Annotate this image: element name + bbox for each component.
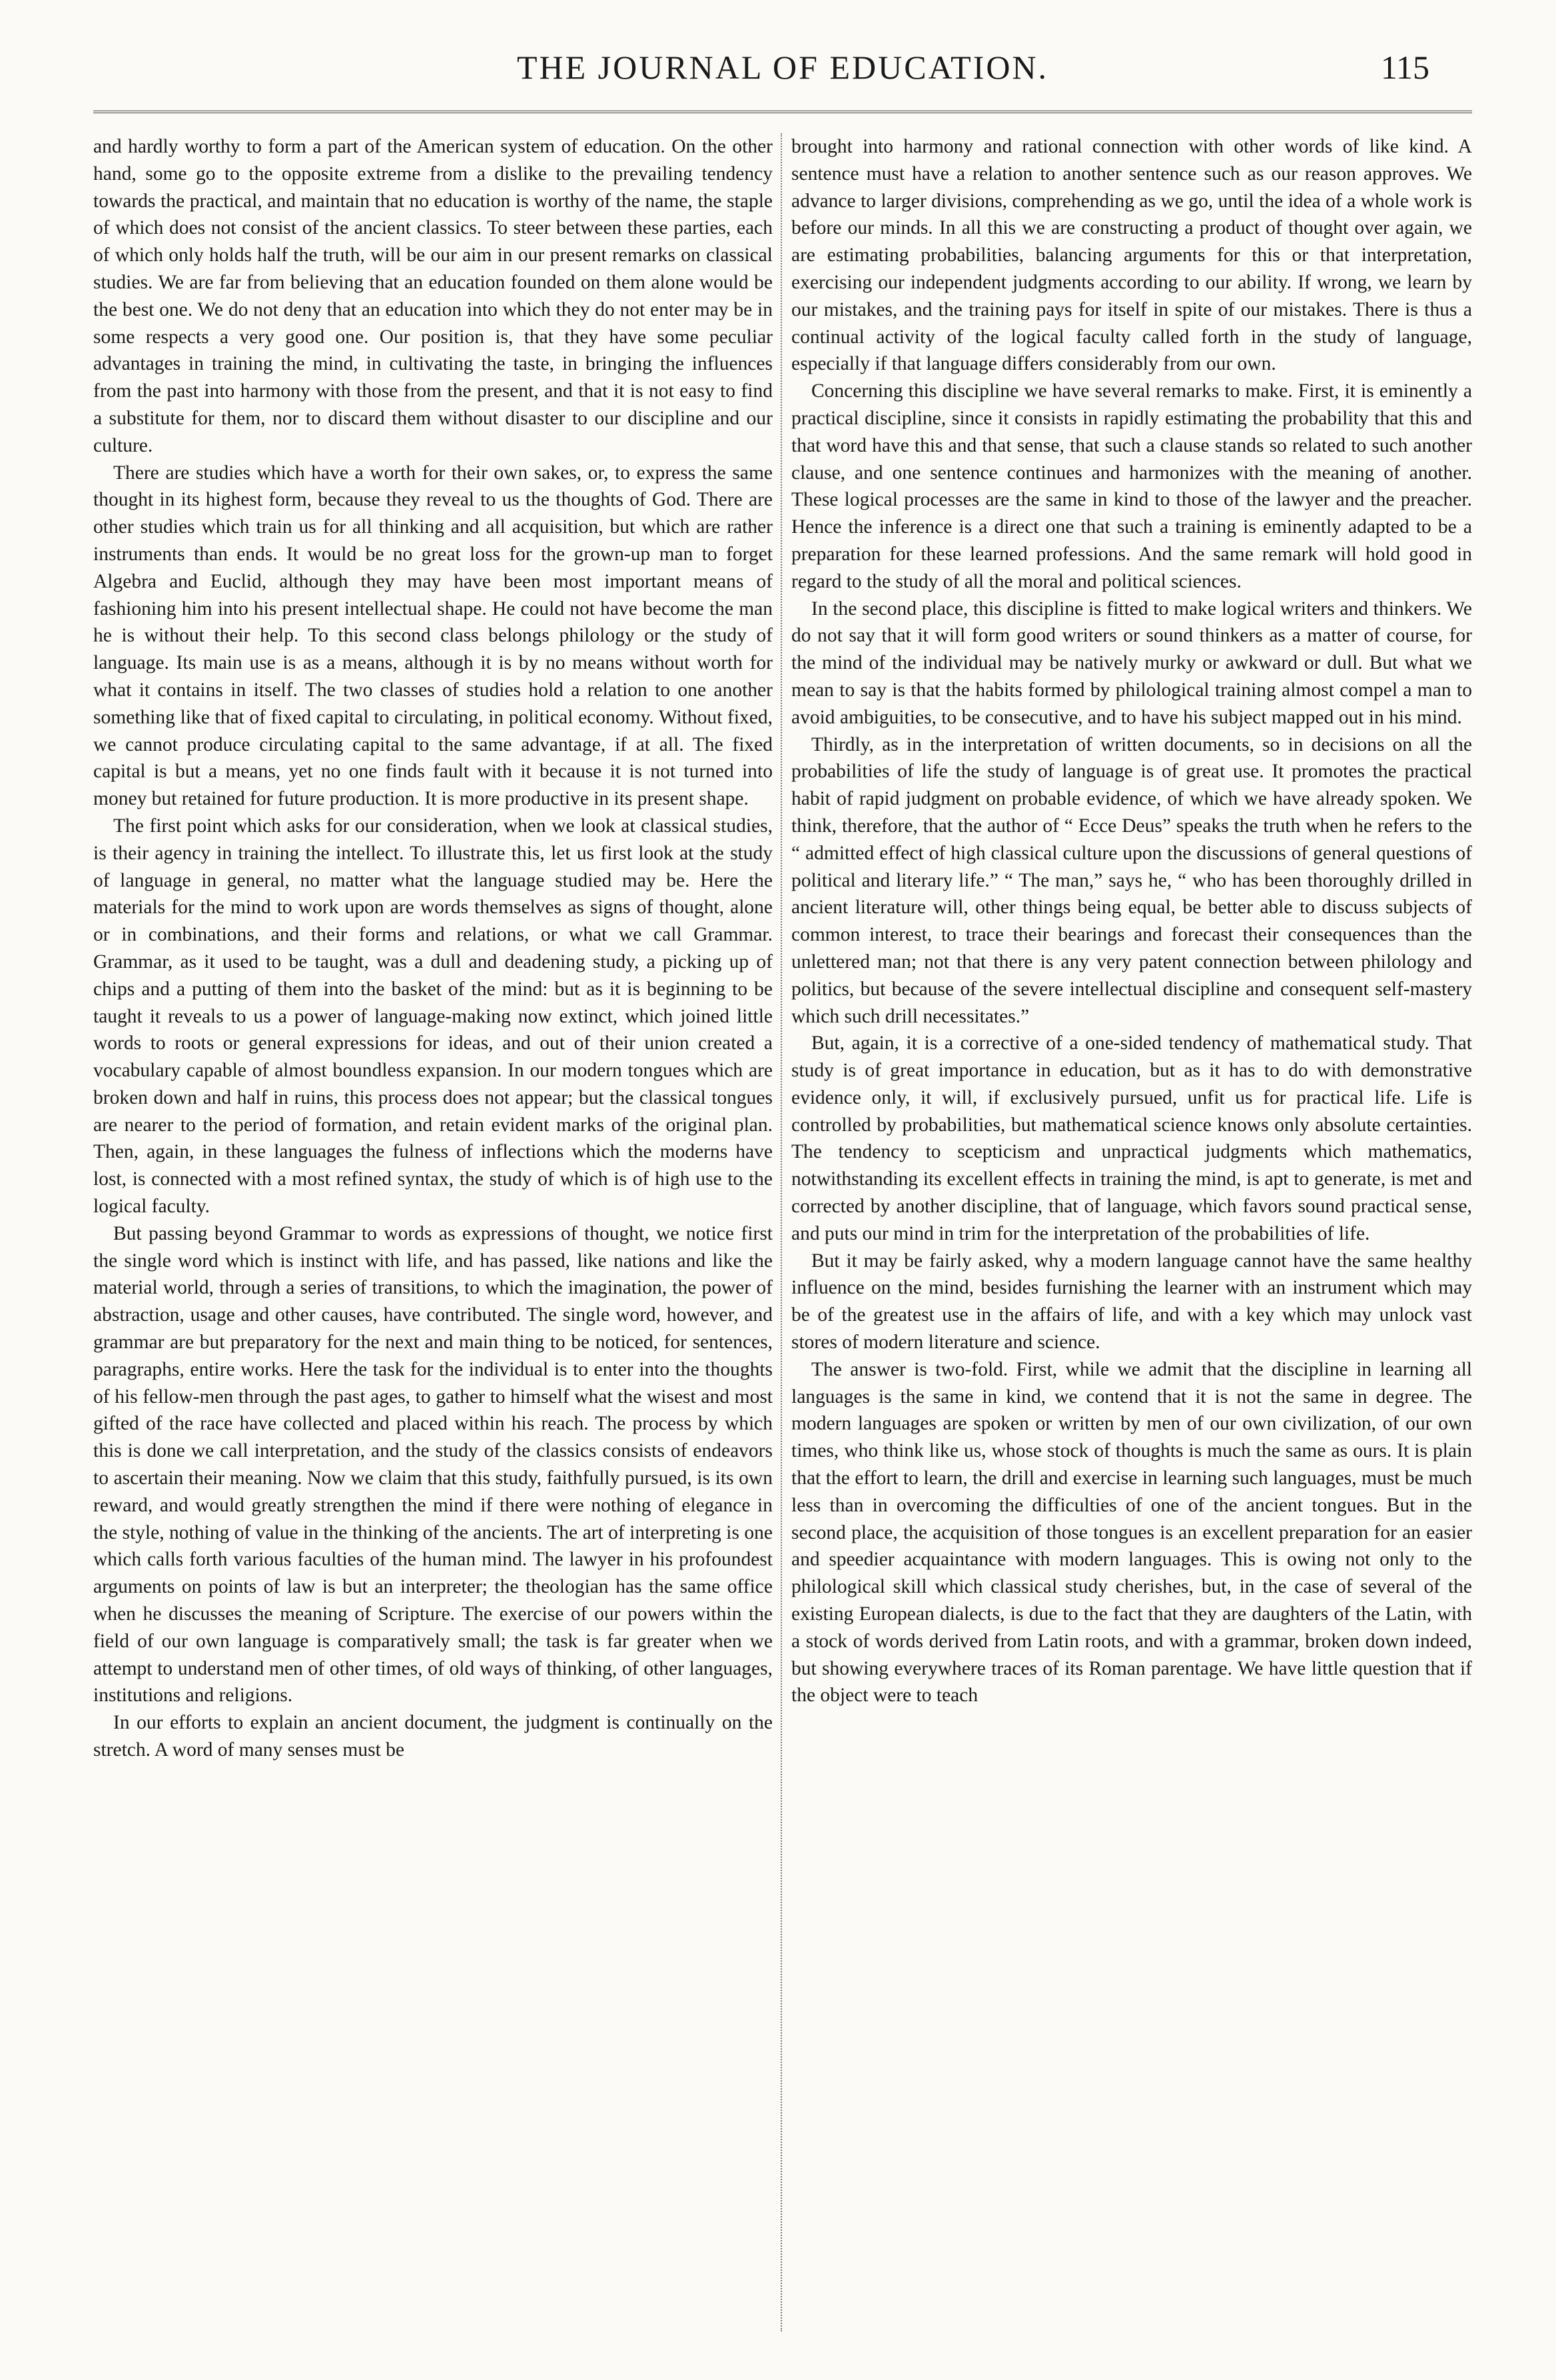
paragraph: and hardly worthy to form a part of the American system of education. On the other hand, some go to the opposite extreme from a dislike to the prevailing tendency towards the practical, and maintain that no education is worthy of the name, the staple of which does not consist of the ancient classics. To steer between these parties, each of which only holds half the truth, will be our aim in our present remarks on classical studies. We are far from believing that an education founded on them alone would be the best one. We do not deny that an education into which they do not enter may be in some respects a very good one. Our position is, that they have some peculiar advantages in training the mind, in cultivating the taste, in bringing the influences from the past into harmony with those from the present, and that it is not easy to find a substitute for them, nor to discard them without disaster to our discipline and our culture. (93, 136, 773, 456)
column-divider (781, 133, 782, 2331)
paragraph: But, again, it is a corrective of a one-sided tendency of mathematical study. That study is of great importance in education, but as it has to do with demonstrative evidence only, it will, if exclusively pursued, unfit us for practical life. Life is controlled by probabilities, but mathematical science knows only absolute certainties. The tendency to scepticism and unpractical judgments which mathematics, notwithstanding its excellent effects in training the mind, is apt to generate, is met and corrected by another discipline, that of language, which favors sound practical sense, and puts our mind in trim for the interpretation of the probabilities of life. (791, 1032, 1472, 1244)
paragraph: In the second place, this discipline is fitted to make logical writers and thinkers. We do not say that it will form good writers or sound thinkers as a matter of course, for the mind of the individual may be natively murky or awkward or dull. But what we mean to say is that the habits formed by philological training almost compel a man to avoid ambiguities, to be consecutive, and to have his subject mapped out in his mind. (791, 597, 1472, 728)
paragraph: In our efforts to explain an ancient document, the judgment is continually on the stretch. A word of many senses must be (93, 1712, 773, 1761)
page-number: 115 (1380, 49, 1429, 86)
right-column (791, 133, 1472, 2351)
paragraph: brought into harmony and rational connection with other words of like kind. A sentence must have a relation to another sentence such as our reason approves. We advance to larger divisions, comprehending as we go, until the idea of a whole work is before our minds. In all this we are constructing a product of thought over again, we are estimating probabilities, balancing arguments for this or that interpretation, exercising our independent judgments according to our ability. If wrong, we learn by our mistakes, and the training pays for itself in spite of our mistakes. There is thus a continual activity of the logical faculty called forth in the study of language, especially if that language differs considerably from our own. (791, 136, 1472, 375)
paragraph: But it may be fairly asked, why a modern language cannot have the same healthy influence on the mind, besides furnishing the learner with an instrument which may be of the greatest use in the affairs of life, and with a key which may unlock vast stores of modern literature and science. (791, 1250, 1472, 1354)
header-rule (93, 111, 1472, 113)
paragraph: Thirdly, as in the interpretation of written documents, so in decisions on all the probabilities of life the study of language is of great use. It promotes the practical habit of rapid judgment on probable evidence, of which we have already spoken. We think, therefore, that the author of “ Ecce Deus” speaks the truth when he refers to the “ admitted effect of high classical culture upon the discussions of general questions of political and literary life.” “ The man,” says he, “ who has been thoroughly drilled in ancient literature will, other things being equal, be better able to discuss subjects of common interest, to trace their bearings and forecast their consequences than the unlettered man; not that there is any very patent connection between philology and politics, but because of the severe intellectual discipline and consequent self-mastery which such drill necessitates.” (791, 733, 1472, 1027)
page-header (0, 48, 1556, 95)
paragraph: But passing beyond Grammar to words as expressions of thought, we notice first the single word which is instinct with life, and has passed, like nations and like the material world, through a series of transitions, to which the imagination, the power of abstraction, usage and other causes, have contributed. The single word, however, and grammar are but preparatory for the next and main thing to be noticed, for sentences, paragraphs, entire works. Here the task for the individual is to enter into the thoughts of his fellow-men through the past ages, to gather to himself what the wisest and most gifted of the race have collected and placed within his reach. The process by which this is done we call interpretation, and the study of the classics consists of endeavors to ascertain their meaning. Now we claim that this study, faithfully pursued, is its own reward, and would greatly strengthen the mind if there were nothing of elegance in the style, nothing of value in the thinking of the ancients. The art of interpreting is one which calls forth various faculties of the human mind. The lawyer in his profoundest arguments on points of law is but an interpreter; the theologian has the same office when he discusses the meaning of Scripture. The exercise of our powers within the field of our own language is comparatively small; the task is far greater when we attempt to understand men of other times, of old ways of thinking, of other languages, institutions and religions. (93, 1222, 773, 1707)
left-column (93, 133, 773, 2351)
paragraph: Concerning this discipline we have several remarks to make. First, it is eminently a practical discipline, since it consists in rapidly estimating the probability that this and that word have this and that sense, that such a clause stands so related to such another clause, and one sentence continues and harmonizes with the meaning of another. These logical processes are the same in kind to those of the lawyer and the preacher. Hence the inference is a direct one that such a training is eminently adapted to be a preparation for these learned professions. And the same remark will hold good in regard to the study of all the moral and political sciences. (791, 380, 1472, 592)
running-title: THE JOURNAL OF EDUCATION. (516, 49, 1049, 86)
paragraph: The answer is two-fold. First, while we admit that the discipline in learning all languages is the same in kind, we contend that it is not the same in degree. The modern languages are spoken or written by men of our own civilization, of our own times, who think like us, whose stock of thoughts is much the same as ours. It is plain that the effort to learn, the drill and exercise in learning such languages, must be much less than in overcoming the difficulties of one of the ancient tongues. But in the second place, the acquisition of those tongues is an excellent preparation for an easier and speedier acquaintance with modern languages. This is owing not only to the philological skill which classical study cherishes, but, in the case of several of the existing European dialects, is due to the fact that they are daughters of the Latin, with a stock of words derived from Latin roots, and with a grammar, broken down indeed, but showing everywhere traces of its Roman parentage. We have little question that if the object were to teach (791, 1358, 1472, 1707)
paragraph: There are studies which have a worth for their own sakes, or, to express the same thought in its highest form, because they reveal to us the thoughts of God. There are other studies which train us for all thinking and all acquisition, but which are rather instruments than ends. It would be no great loss for the grown-up man to forget Algebra and Euclid, although they may have been most important means of fashioning him into his present intellectual shape. He could not have become the man he is without their help. To this second class belongs philology or the study of language. Its main use is as a means, although it is by no means without worth for what it contains in itself. The two classes of studies hold a relation to one another something like that of fixed capital to circulating, in political economy. Without fixed, we cannot produce circulating capital to the same advantage, if at all. The fixed capital is but a means, yet no one finds fault with it because it is not turned into money but retained for future production. It is more productive in its present shape. (93, 462, 773, 810)
paragraph: The first point which asks for our consideration, when we look at classical studies, is their agency in training the intellect. To illustrate this, let us first look at the study of language in general, no matter what the language studied may be. Here the materials for the mind to work upon are words themselves as signs of thought, alone or in combinations, and their forms and relations, or what we call Grammar. Grammar, as it used to be taught, was a dull and deadening study, a picking up of chips and a putting of them into the basket of the mind: but as it is beginning to be taught it reveals to us a power of language-making now extinct, which joined little words to roots or general expressions for ideas, and out of their union created a vocabulary capable of almost boundless expansion. In our modern tongues which are broken down and half in ruins, this process does not appear; but the classical tongues are nearer to the period of formation, and retain evident marks of the original plan. Then, again, in these languages the fulness of inflections which the moderns have lost, is connected with a most refined syntax, the study of which is of high use to the logical faculty. (93, 815, 773, 1218)
